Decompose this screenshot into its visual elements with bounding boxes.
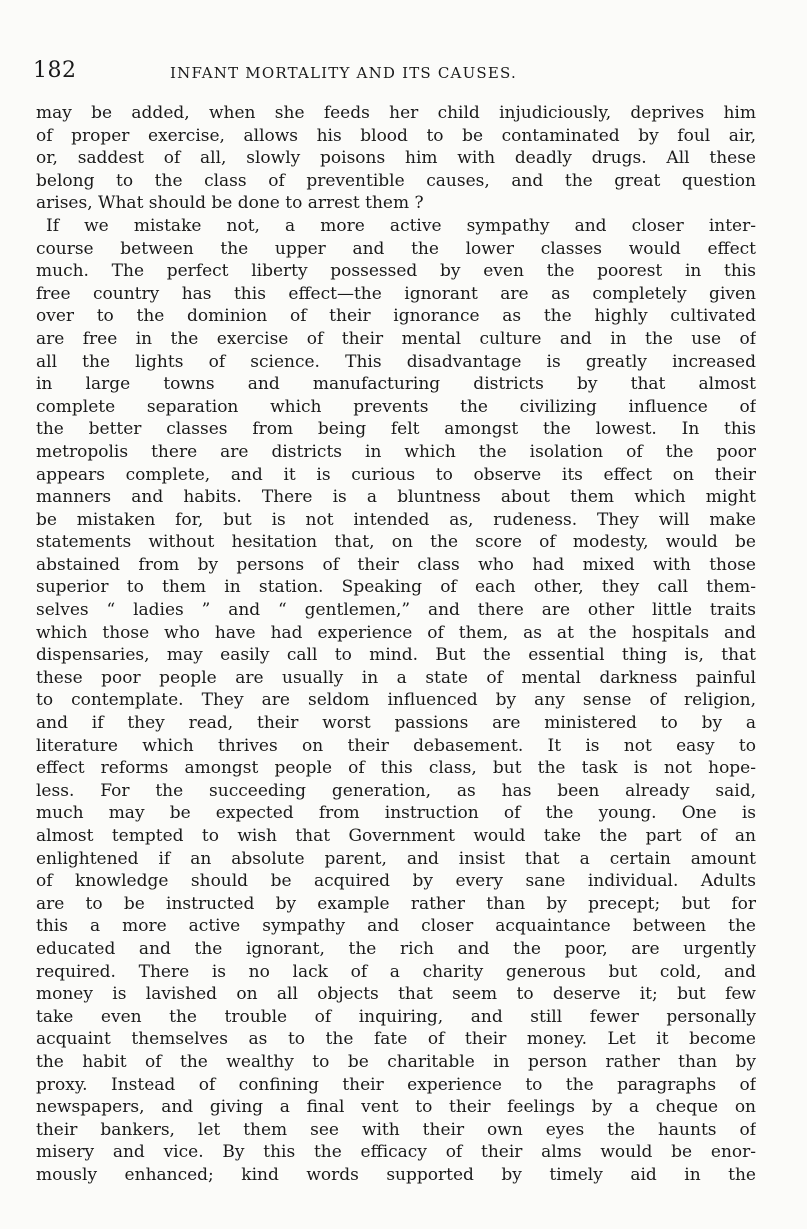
text-line: much. The perfect liberty possessed by even the poorest in this — [36, 261, 756, 282]
text-line: money is lavished on all objects that seem to deserve it; but few — [36, 984, 756, 1005]
text-line: these poor people are usually in a state of mental darkness painful — [36, 667, 756, 688]
text-line: over to the dominion of their ignorance as the highly cultivated — [36, 306, 756, 327]
text-line: statements without hesitation that, on the score of modesty, would be — [36, 532, 756, 553]
text-line: be mistaken for, but is not intended as, rudeness. They will make — [36, 509, 756, 530]
text-line: which those who have had experience of them, as at the hospitals and — [36, 622, 756, 643]
text-line: much may be expected from instruction of the young. One is — [36, 803, 756, 824]
page-number: 182 — [33, 58, 77, 83]
running-title: INFANT MORTALITY AND ITS CAUSES. — [170, 64, 517, 82]
text-line: arises, What should be done to arrest them ? — [36, 193, 424, 214]
text-line: less. For the succeeding generation, as has been already said, — [36, 780, 756, 801]
text-line: almost tempted to wish that Government would take the part of an — [36, 826, 756, 846]
text-line: enlightened if an absolute parent, and insist that a certain amount — [36, 848, 756, 869]
text-line: dispensaries, may easily call to mind. But the essential thing is, that — [36, 645, 756, 666]
body-text — [36, 102, 756, 1187]
text-line: are free in the exercise of their mental culture and in the use of — [36, 328, 756, 349]
text-line: superior to them in station. Speaking of each other, they call them- — [36, 577, 756, 598]
text-line: their bankers, let them see with their own eyes the haunts of — [36, 1119, 756, 1140]
text-line: may be added, when she feeds her child injudiciously, deprives him — [36, 103, 756, 123]
text-line: complete separation which prevents the civilizing influence of — [36, 396, 756, 417]
text-line: or, saddest of all, slowly poisons him with deadly drugs. All these — [36, 148, 756, 169]
text-line: effect reforms amongst people of this class, but the task is not hope- — [36, 758, 756, 779]
text-line: this a more active sympathy and closer acquaintance between the — [36, 916, 756, 937]
text-line: educated and the ignorant, the rich and the poor, are urgently — [36, 938, 756, 959]
text-line: acquaint themselves as to the fate of their money. Let it become — [36, 1029, 756, 1050]
text-line: manners and habits. There is a bluntness about them which might — [36, 487, 756, 508]
page-header — [33, 58, 773, 90]
text-line: to contemplate. They are seldom influenced by any sense of religion, — [36, 690, 756, 711]
text-line: all the lights of science. This disadvantage is greatly increased — [36, 351, 756, 372]
text-line: the better classes from being felt amongst the lowest. In this — [36, 419, 756, 440]
text-line: in large towns and manufacturing districts by that almost — [36, 374, 756, 395]
text-line: the habit of the wealthy to be charitable in person rather than by — [36, 1051, 756, 1072]
text-line: belong to the class of preventible causes, and the great question — [36, 170, 756, 191]
text-line: newspapers, and giving a final vent to their feelings by a cheque on — [36, 1097, 756, 1118]
text-line: mously enhanced; kind words supported by timely aid in the — [36, 1164, 756, 1185]
text-line: If we mistake not, a more active sympathy and closer inter- — [46, 215, 756, 236]
text-line: are to be instructed by example rather than by precept; but for — [36, 893, 756, 914]
text-line: of proper exercise, allows his blood to be contaminated by foul air, — [36, 125, 756, 146]
text-line: required. There is no lack of a charity generous but cold, and — [36, 961, 756, 982]
text-line: proxy. Instead of confining their experience to the paragraphs of — [36, 1074, 756, 1095]
text-line: abstained from by persons of their class who had mixed with those — [36, 554, 756, 575]
text-line: misery and vice. By this the efficacy of their alms would be enor- — [36, 1142, 756, 1163]
text-line: literature which thrives on their debasement. It is not easy to — [36, 735, 756, 756]
text-line: free country has this effect—the ignorant are as completely given — [36, 283, 756, 304]
text-line: and if they read, their worst passions are ministered to by a — [36, 713, 756, 734]
text-line: metropolis there are districts in which the isolation of the poor — [36, 441, 756, 462]
text-line: appears complete, and it is curious to observe its effect on their — [36, 464, 756, 485]
text-line: course between the upper and the lower classes would effect — [36, 238, 756, 259]
text-line: of knowledge should be acquired by every sane individual. Adults — [36, 871, 756, 892]
text-line: selves “ ladies ” and “ gentlemen,” and there are other little traits — [36, 600, 756, 621]
text-line: take even the trouble of inquiring, and still fewer personally — [36, 1006, 756, 1027]
